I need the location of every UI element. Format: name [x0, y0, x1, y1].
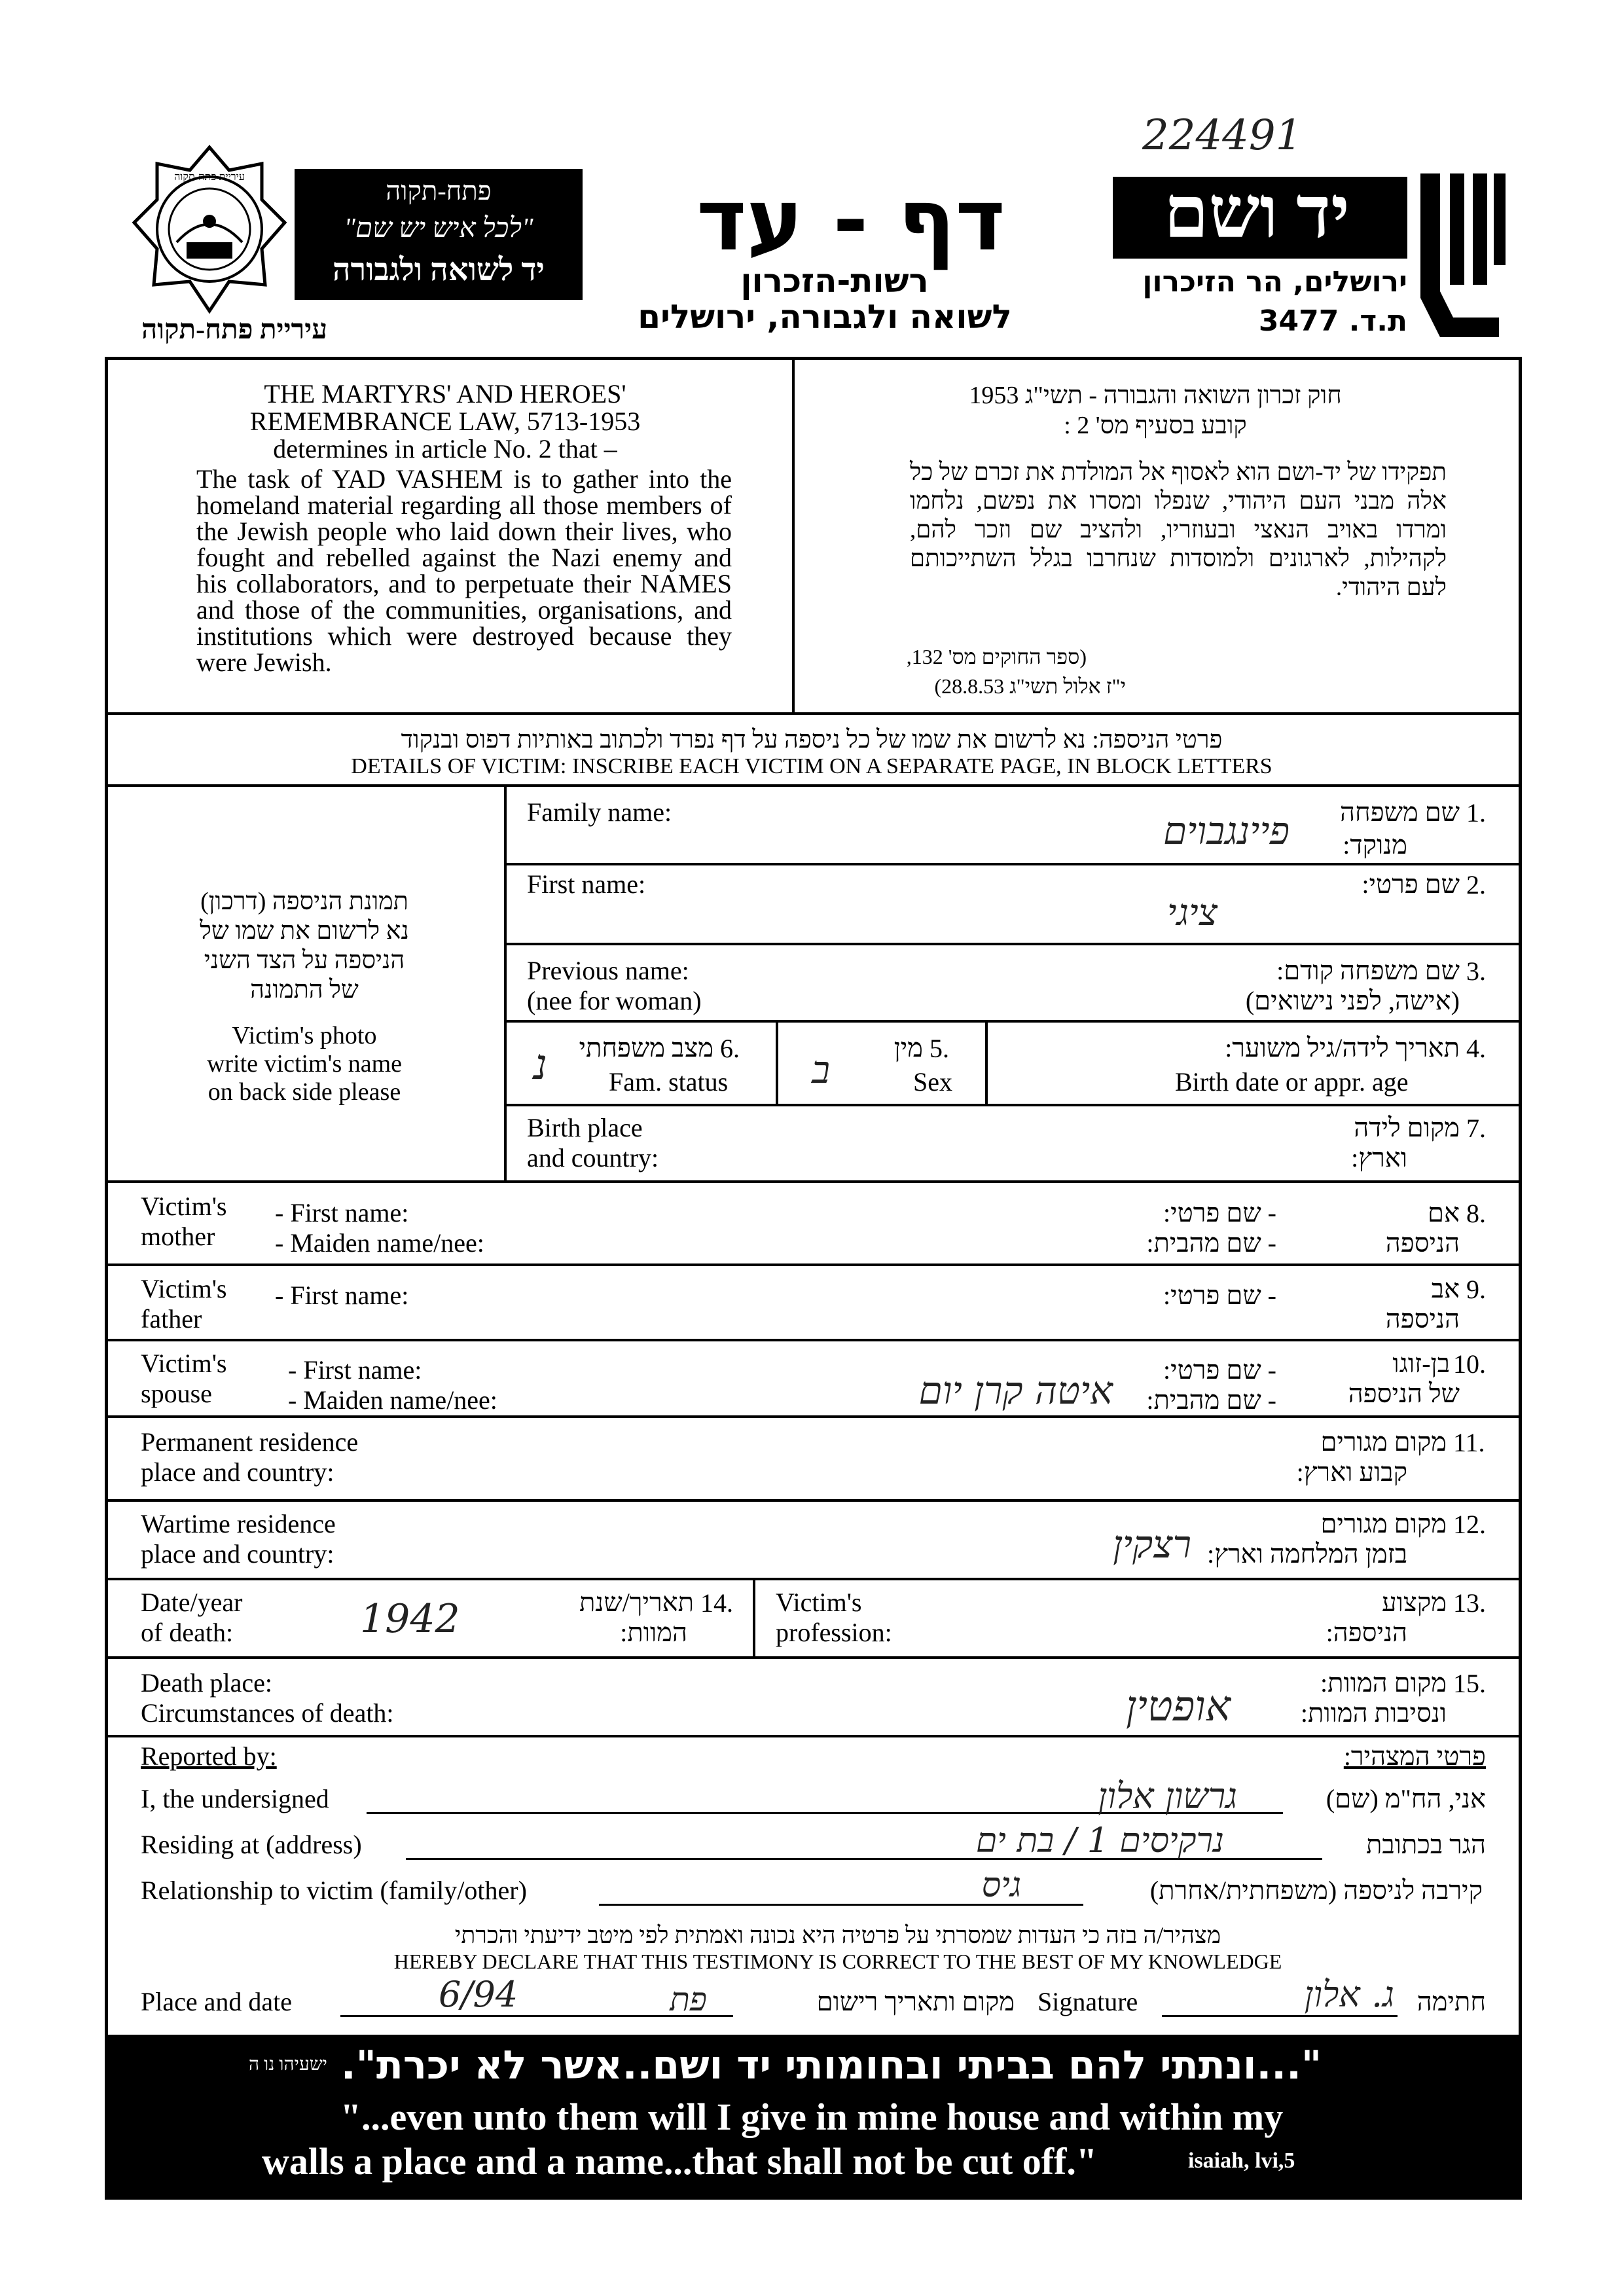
f10-label-en0a: Victim's — [141, 1349, 227, 1378]
place-date-value[interactable]: 6/94 — [439, 1974, 518, 2015]
f10-label-he0a: בן-זוגו — [1392, 1349, 1450, 1378]
f13-label-en2: profession: — [776, 1618, 892, 1647]
f9-label-en1: - First name: — [275, 1281, 409, 1310]
f1-num: 1. — [1466, 798, 1486, 827]
place-value[interactable]: פת — [670, 1980, 707, 2018]
reporter-title-en: Reported by: — [141, 1741, 277, 1771]
f7-label-en1: Birth place — [527, 1113, 643, 1142]
f15-num: 15. — [1453, 1669, 1486, 1698]
declare-en: HEREBY DECLARE THAT THIS TESTIMONY IS CORRECT TO THE BEST OF MY KNOWLEDGE — [393, 1950, 1282, 1973]
f13-label-he2: הניספה: — [1326, 1618, 1407, 1647]
address-label-en: Residing at (address) — [141, 1830, 362, 1859]
details-header-he: פרטי הניספה: נא לרשום את שמו של כל ניספה על דף נפרד ולכתוב באותיות דפוס ובנקוד — [401, 726, 1223, 754]
petah-tikva-caption: עיריית פתח-תקוה — [141, 315, 327, 345]
f14-label-he1: תאריך/שנת — [579, 1588, 694, 1617]
f9-label-he0a: אב — [1431, 1274, 1460, 1303]
f4-label-en: Birth date or appr. age — [1175, 1067, 1409, 1097]
f9-num: 9. — [1466, 1275, 1486, 1304]
f3-label-he1: שם משפחה קודם: — [1276, 956, 1460, 985]
f7-num: 7. — [1466, 1114, 1486, 1143]
law-en-title3: determines in article No. 2 that – — [273, 434, 617, 463]
f10-label-en2: - Maiden name/nee: — [288, 1385, 497, 1415]
address-label-he: הגר בכתובת — [1366, 1830, 1486, 1859]
law-he-body: תפקידו של יד-ושם הוא לאסוף אל המולדת את זכרם של כל אלה מבני העם היהודי, שנפלו ומסרו את נפשם, נלחמו ומרדו באויב הנאצי ובעוזריו, ולהציב שם וזכר להם, לקהילות, לארגונים ולמוסדות שנחרבו בגלל השתייכותם לעם היהודי. — [910, 459, 1447, 601]
signature-line — [1162, 2015, 1398, 2017]
f12-num: 12. — [1453, 1510, 1486, 1539]
f11-label-en1: Permanent residence — [141, 1427, 359, 1457]
f7-line — [105, 1180, 1522, 1183]
f6-num: 6. — [720, 1034, 740, 1063]
signature-label-en: Signature — [1038, 1987, 1138, 2016]
relationship-value[interactable]: גיס — [981, 1866, 1021, 1905]
f7-label-he2: וארץ: — [1351, 1143, 1407, 1172]
f3-label-he2: (אישה, לפני נישואים) — [1245, 986, 1460, 1015]
undersigned-label-he: אני, הח"מ (שם) — [1326, 1784, 1486, 1813]
photo-he1: תמונת הניספה (דרכון) — [200, 888, 408, 915]
f12-label-he2: בזמן המלחמה וארץ: — [1207, 1539, 1407, 1569]
f13-num: 13. — [1453, 1588, 1486, 1618]
photo-he2: נא לרשום את שמו של — [200, 917, 409, 945]
f11-label-he1: מקום מגורים — [1320, 1427, 1447, 1457]
f8-label-he2: - שם מהבית: — [1146, 1228, 1276, 1258]
relationship-label-en: Relationship to victim (family/other) — [141, 1876, 527, 1905]
form-title: דף - עד — [696, 170, 1005, 270]
photo-en2: write victim's name — [206, 1050, 403, 1078]
law-he-title2: קובע בסעיף מס' 2 : — [1064, 412, 1247, 439]
declare-he: מצהיר/ה בזה כי העדות שמסרתי על פרטיה היא נכונה ואמתית לפי מיטב ידיעתי והכרתי — [454, 1922, 1221, 1948]
photo-he3: הניספה על הצד השני — [204, 947, 405, 974]
yad-vashem-sub1: ירושלים, הר הזיכרון — [1142, 265, 1407, 299]
photo-en1: Victim's photo — [232, 1022, 377, 1049]
f3-num: 3. — [1466, 956, 1486, 986]
f14-num: 14. — [700, 1588, 733, 1618]
yad-vashem-logo-text: יד ושם — [1164, 173, 1350, 253]
f15-line — [105, 1735, 1522, 1737]
law-en-title2: REMEMBRANCE LAW, 5713-1953 — [249, 407, 641, 436]
petah-tikva-line2: "לכל איש יש שם" — [344, 213, 533, 244]
f10-label-he1: - שם פרטי: — [1163, 1355, 1276, 1385]
f15-label-en1: Death place: — [141, 1668, 272, 1698]
f2-label-en: First name: — [527, 869, 646, 899]
f11-line — [105, 1499, 1522, 1502]
form-sub2: לשואה ולגבורה, ירושלים — [638, 298, 1012, 336]
f9-label-en0a: Victim's — [141, 1274, 227, 1303]
f9-label-he0b: הניספה — [1385, 1304, 1460, 1334]
relationship-label-he: קירבה לניספה (משפחתית/אחרת) — [1149, 1876, 1483, 1905]
law-he-title1: חוק זכרון השואה והגבורה - תשי"ג 1953 — [969, 382, 1342, 409]
place-date-label-he: מקום ותאריך רישום — [816, 1987, 1015, 2016]
f8-label-he1: - שם פרטי: — [1163, 1198, 1276, 1227]
f10-label-en1: - First name: — [288, 1355, 422, 1385]
f14-label-en2: of death: — [141, 1618, 234, 1647]
f9-line — [105, 1339, 1522, 1341]
reporter-title-he: פרטי המצהיר: — [1343, 1741, 1486, 1771]
footer-en-quote1: "...even unto them will I give in mine house and within my — [340, 2096, 1284, 2138]
photo-divider — [504, 784, 507, 1180]
f7-label-he1: מקום לידה — [1354, 1113, 1460, 1142]
f15-label-en2: Circumstances of death: — [141, 1698, 394, 1728]
law-en-title1: THE MARTYRS' AND HEROES' — [264, 379, 626, 409]
seal-text: עיריית פתח-תקוה — [174, 172, 245, 183]
f11-label-en2: place and country: — [141, 1457, 334, 1487]
f8-line — [105, 1263, 1522, 1266]
f6-f5-divider — [776, 1020, 778, 1104]
law-divider — [792, 357, 795, 714]
f5-label-he: מין — [893, 1033, 923, 1063]
f5-value[interactable]: ב — [812, 1047, 830, 1092]
f14-label-he2: המוות: — [620, 1618, 687, 1647]
f8-label-en0a: Victim's — [141, 1191, 227, 1221]
details-header-line — [105, 784, 1522, 787]
f2-num: 2. — [1466, 870, 1486, 900]
f5-f4-divider — [985, 1020, 988, 1104]
f9-label-en0b: father — [141, 1304, 202, 1334]
photo-en3: on back side please — [208, 1078, 401, 1106]
law-en-body: The task of YAD VASHEM is to gather into the homeland material regarding all those members of the Jewish people who laid down their lives, who fought and rebelled against the Nazi enemy and his collaborators, and to perpetuate their NAMES and those of the communities, organisations, and institutions which were destroyed because they were Jewish. — [196, 464, 732, 677]
f6-value[interactable]: נ — [533, 1041, 547, 1089]
footer-en-quote2: walls a place and a name...that shall not be cut off." — [262, 2140, 1098, 2183]
f11-label-he2: קבוע וארץ: — [1296, 1457, 1407, 1487]
f3-label-en1: Previous name: — [527, 956, 689, 985]
f6-label-he: מצב משפחתי — [579, 1033, 713, 1063]
f12-label-en2: place and country: — [141, 1539, 334, 1569]
f4-label-he: תאריך לידה/גיל משוער: — [1225, 1033, 1460, 1063]
f8-num: 8. — [1466, 1199, 1486, 1228]
f1-line — [504, 863, 1522, 865]
f10-label-en0b: spouse — [141, 1379, 212, 1408]
f1-label-en: Family name: — [527, 797, 672, 827]
f15-label-he1: מקום המוות: — [1320, 1668, 1447, 1698]
f8-label-en1: - First name: — [275, 1198, 409, 1227]
f8-label-en0b: mother — [141, 1222, 215, 1251]
f14-f13-divider — [753, 1578, 755, 1656]
f2-value[interactable]: ציגי — [1166, 892, 1218, 934]
f12-label-en1: Wartime residence — [141, 1509, 336, 1538]
place-date-label-en: Place and date — [141, 1987, 292, 2016]
f8-label-en2: - Maiden name/nee: — [275, 1228, 484, 1258]
f15-label-he2: ונסיבות המוות: — [1300, 1698, 1447, 1728]
f4-num: 4. — [1466, 1034, 1486, 1063]
signature-value[interactable]: ג. אלון — [1304, 1974, 1394, 2015]
f10-value[interactable]: איטה קרן יום — [918, 1368, 1113, 1413]
f12-label-he1: מקום מגורים — [1320, 1509, 1447, 1538]
form-sub1: רשות-הזכרון — [740, 262, 929, 300]
f10-line — [105, 1415, 1522, 1418]
f1-label-he1: שם משפחה — [1340, 797, 1460, 827]
registration-number: 224491 — [1142, 111, 1303, 160]
petah-tikva-seal — [131, 144, 288, 314]
f10-label-he0b: של הניספה — [1348, 1379, 1460, 1408]
f13-label-he1: מקצוע — [1382, 1588, 1447, 1617]
f14-label-en1: Date/year — [141, 1588, 243, 1617]
f5-num: 5. — [929, 1034, 949, 1063]
f1-value[interactable]: פיינגבוים — [1163, 809, 1290, 853]
f10-num: 10. — [1453, 1349, 1486, 1379]
f3-label-en2: (nee for woman) — [527, 986, 702, 1015]
f12-line — [105, 1578, 1522, 1580]
f4-line — [504, 1104, 1522, 1106]
f13-line — [105, 1656, 1522, 1659]
yad-vashem-sub2: ת.ד. 3477 — [1258, 304, 1407, 338]
f13-label-en1: Victim's — [776, 1588, 862, 1617]
f6-label-en: Fam. status — [609, 1067, 729, 1097]
law-he-ref1: (ספר החוקים מס' 132, — [906, 645, 1087, 668]
photo-he4: של התמונה — [250, 976, 359, 1004]
f8-label-he0a: אם — [1428, 1198, 1460, 1227]
undersigned-label-en: I, the undersigned — [141, 1784, 329, 1813]
f3-line — [504, 1020, 1522, 1023]
details-header-en: DETAILS OF VICTIM: INSCRIBE EACH VICTIM ON A SEPARATE PAGE, IN BLOCK LETTERS — [351, 754, 1272, 778]
f2-label-he: שם פרטי: — [1362, 869, 1460, 899]
law-he-ref2: י"ז אלול תשי"ג 28.8.53) — [934, 674, 1126, 698]
f15-value[interactable]: אופטין — [1125, 1682, 1231, 1731]
f1-label-he2: מנוקד: — [1343, 830, 1407, 860]
yad-vashem-emblem — [1414, 167, 1509, 357]
f8-label-he0b: הניספה — [1385, 1228, 1460, 1258]
footer-he-quote: "...ונתתי להם בביתי ובחומותי יד ושם..אשר לא יכרת". — [340, 2043, 1322, 2088]
footer-en-ref: isaiah, lvi,5 — [1188, 2149, 1295, 2173]
f7-label-en2: and country: — [527, 1143, 659, 1172]
footer-he-ref: ישעיהו נו ה — [249, 2054, 327, 2075]
f10-label-he2: - שם מהבית: — [1146, 1385, 1276, 1415]
f5-label-en: Sex — [913, 1067, 952, 1097]
f14-value[interactable]: 1942 — [360, 1596, 460, 1642]
petah-tikva-line1: פתח-תקוה — [386, 176, 492, 206]
f12-value[interactable]: רצקין — [1113, 1522, 1191, 1567]
address-value[interactable]: נרקיסים 1 / בת ים — [975, 1821, 1224, 1861]
petah-tikva-line3: יד לשואה ולגבורה — [333, 253, 545, 287]
law-bottom-line — [105, 712, 1522, 715]
f9-label-he1: - שם פרטי: — [1163, 1281, 1276, 1310]
signature-label-he: חתימה — [1416, 1987, 1486, 2016]
f2-line — [504, 943, 1522, 945]
f11-num: 11. — [1453, 1428, 1485, 1457]
undersigned-value[interactable]: גרשון אלון — [1098, 1775, 1237, 1817]
